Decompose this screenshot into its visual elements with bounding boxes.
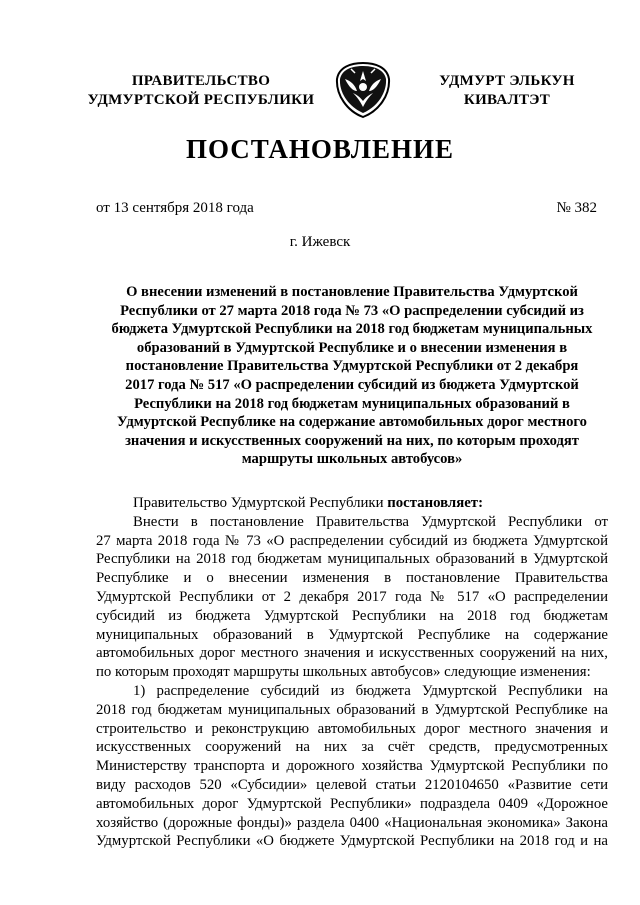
body-line: Министерству транспорта и дорожного хозяйства Удмуртской Республики по (96, 758, 608, 775)
body-line: Удмуртской Республики от 2 декабря 2017 года № 517 «О распределении (96, 588, 608, 605)
government-name-udmurt (432, 72, 582, 110)
document-body (96, 494, 608, 851)
document-number: № 382 (556, 200, 597, 216)
intro-text: Правительство Удмуртской Республики (133, 495, 388, 511)
intro-paragraph (96, 494, 608, 513)
body-line: Республике и о внесении изменения в постановление Правительства (96, 570, 608, 587)
subject-line: значения и искусственных сооружений на них, по которым проходят (125, 432, 579, 449)
header-left-line-2: УДМУРТСКОЙ РЕСПУБЛИКИ (87, 92, 315, 108)
subject-line: Республики от 27 марта 2018 года № 73 «О распределении субсидий из (120, 302, 584, 319)
body-line: Внести в постановление Правительства Удмуртской Республики от (133, 513, 608, 530)
body-line: искусственных сооружений на них за счёт средств, предусмотренных (96, 739, 608, 756)
subject-line: Республики на 2018 год бюджетам муниципальных образований в (134, 395, 570, 412)
document-subject (96, 283, 608, 469)
body-line: муниципальных образований в Удмуртской Республике на содержание (96, 626, 608, 643)
body-line: хозяйство (дорожные фонды)» раздела 0400 «Национальная экономика» Закона (96, 814, 608, 831)
header-left-line-1: ПРАВИТЕЛЬСТВО (131, 73, 271, 89)
government-name-russian (76, 72, 326, 110)
subject-line: О внесении изменений в постановление Правительства Удмуртской (126, 284, 578, 300)
body-line: автомобильных дорог Удмуртской Республики» подраздела 0409 «Дорожное (96, 795, 608, 812)
subject-line: образований в Удмуртской Республике и о внесении изменения в (136, 339, 568, 356)
subject-line: маршруты школьных автобусов» (241, 451, 463, 468)
body-line: автомобильных дорог местного значения и искусственных сооружений на них, (96, 645, 608, 662)
document-title: ПОСТАНОВЛЕНИЕ (185, 134, 455, 164)
header-right-line-1: УДМУРТ ЭЛЬКУН (439, 73, 575, 89)
coat-of-arms-udmurtia-icon (331, 57, 395, 121)
document-city: г. Ижевск (289, 234, 351, 250)
subject-line: 2017 года № 517 «О распределении субсидий из бюджета Удмуртской (125, 376, 579, 393)
body-line: 27 марта 2018 года № 73 «О распределении субсидий из бюджета Удмуртской (96, 532, 608, 549)
body-line: субсидий из бюджета Удмуртской Республики на 2018 год бюджетам (96, 607, 608, 624)
body-line: Республики на 2018 год бюджетам муниципальных образований в Удмуртской (96, 551, 608, 568)
body-line: Удмуртской Республики «О бюджете Удмуртской Республики на 2018 год и на (96, 833, 608, 850)
subject-line: постановление Правительства Удмуртской Республики от 2 декабря (125, 358, 579, 375)
body-line: строительство и реконструкцию автомобильных дорог местного значения и (96, 720, 608, 737)
body-line: виду расходов 520 «Субсидии» целевой статьи 2120104650 «Развитие сети (96, 776, 608, 793)
body-line: 1) распределение субсидий из бюджета Удмуртской Республики на (133, 682, 608, 699)
body-line: по которым проходят маршруты школьных автобусов» следующие изменения: (96, 664, 591, 681)
document-date: от 13 сентября 2018 года (96, 200, 254, 216)
body-line: 2018 год бюджетам муниципальных образований в Удмуртской Республике на (96, 701, 608, 718)
subject-line: бюджета Удмуртской Республики на 2018 год бюджетам муниципальных (111, 321, 593, 338)
intro-decree-word: постановляет: (387, 495, 483, 511)
subject-line: Удмуртской Республике на содержание автомобильных дорог местного (117, 414, 587, 431)
header-right-line-2: КИВАЛТЭТ (463, 92, 551, 108)
